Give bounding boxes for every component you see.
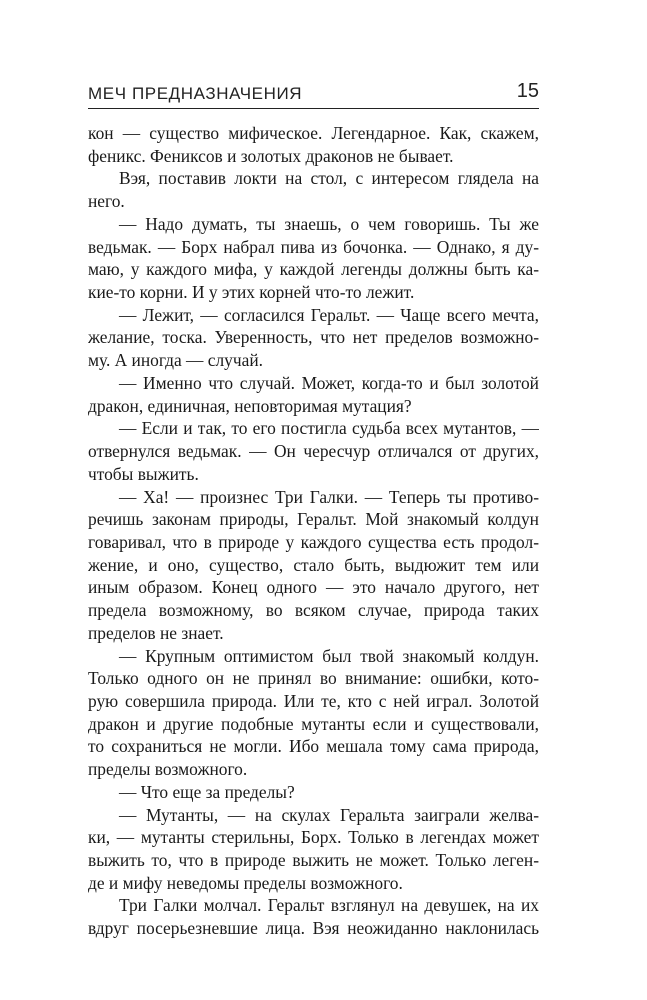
text-line: де и мифу неведомы пределы возможного. [88, 872, 403, 893]
page-number: 15 [516, 80, 539, 102]
text-line: иным образом. Конец одного — это начало другого, нет [88, 577, 539, 598]
text-line: ки, — мутанты стерильны, Борх. Только в легендах может [88, 827, 539, 848]
text-line: говаривал, что в природе у каждого существа есть продол- [88, 531, 539, 552]
running-title: МЕЧ ПРЕДНАЗНАЧЕНИЯ [88, 84, 303, 103]
text-line: вдруг посерьезневшие лица. Вэя неожиданно наклонилась [88, 918, 539, 939]
text-line: — Лежит, — согласился Геральт. — Чаще всего мечта, [119, 304, 539, 325]
text-line: то сохраниться не могли. Ибо мешала тому сама природа, [88, 736, 539, 757]
text-line: ведьмак. — Борх набрал пива из бочонка. — Однако, я ду- [88, 236, 539, 257]
text-line: предела возможному, во всяком случае, природа таких [88, 600, 539, 621]
text-line: пределов не знает. [88, 622, 224, 643]
text-line: — Мутанты, — на скулах Геральта заиграли желва- [119, 804, 539, 825]
text-line: отвернулся ведьмак. — Он чересчур отличался от других, [88, 441, 539, 462]
text-line: — Что еще за пределы? [119, 781, 295, 802]
body-text [88, 122, 539, 940]
text-line: — Надо думать, ты знаешь, о чем говоришь. Ты же [119, 213, 539, 234]
text-line: маю, у каждого мифа, у каждой легенды должны быть ка- [88, 259, 539, 280]
text-line: кие-то корни. И у этих корней что-то лежит. [88, 282, 415, 303]
text-line: кон — существо мифическое. Легендарное. Как, скажем, [88, 123, 539, 143]
text-line: Вэя, поставив локти на стол, с интересом глядела на [119, 168, 539, 189]
text-line: — Крупным оптимистом был твой знакомый колдун. [119, 645, 539, 666]
text-line: дракон и другие подобные мутанты если и существовали, [88, 713, 539, 734]
text-line: Три Галки молчал. Геральт взглянул на девушек, на их [119, 895, 539, 916]
text-line: феникс. Фениксов и золотых драконов не бывает. [88, 145, 454, 166]
text-line: желание, тоска. Уверенность, что нет пределов возможно- [88, 327, 539, 348]
text-line: рую совершила природа. Или те, кто с ней играл. Золотой [88, 690, 539, 711]
text-line: чтобы выжить. [88, 463, 199, 484]
text-line: пределы возможного. [88, 759, 248, 780]
text-line: дракон, единичная, неповторимая мутация? [88, 395, 412, 416]
text-line: Только одного он не принял во внимание: ошибки, кото- [88, 668, 539, 689]
text-line: — Именно что случай. Может, когда-то и был золотой [119, 372, 539, 393]
text-line: выжить то, что в природе выжить не может. Только леген- [88, 850, 539, 870]
text-line: него. [88, 191, 125, 212]
text-line: речишь законам природы, Геральт. Мой знакомый колдун [88, 509, 539, 530]
text-line: — Ха! — произнес Три Галки. — Теперь ты противо- [119, 486, 539, 507]
text-line: му. А иногда — случай. [88, 350, 264, 371]
running-header [88, 78, 539, 109]
text-line: жение, и оно, существо, стало быть, выдюжит тем или [88, 554, 539, 575]
text-line: — Если и так, то его постигла судьба всех мутантов, — [119, 418, 539, 439]
